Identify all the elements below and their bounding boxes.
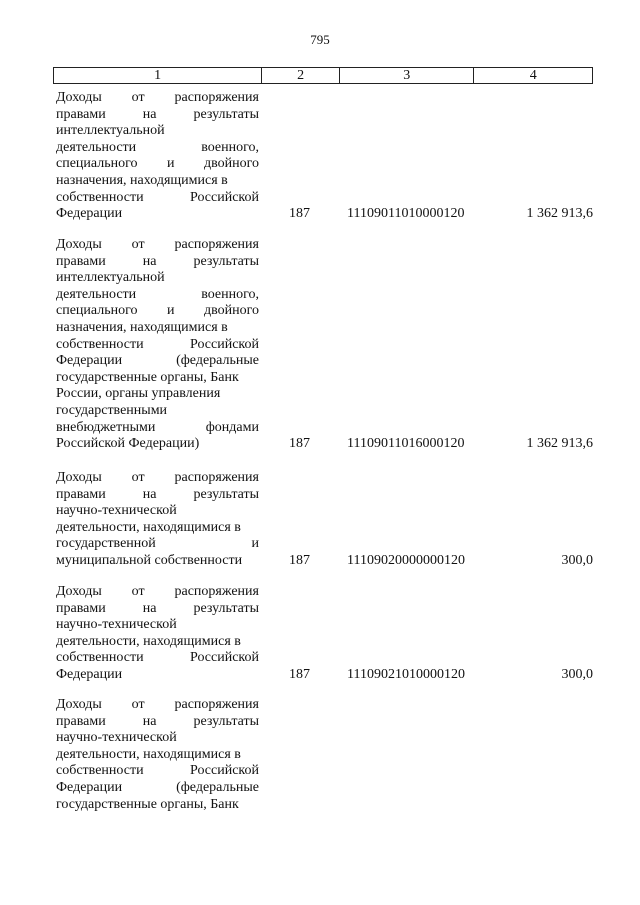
description-word: государственными (56, 402, 168, 418)
description-word: распоряжения (174, 237, 259, 252)
row-amount: 1 362 913,6 (526, 206, 593, 222)
description-line (56, 470, 259, 487)
description-word: правами (56, 253, 106, 269)
row-admin-code: 187 (289, 436, 310, 452)
description-word: Федерации (56, 779, 123, 795)
description-word: и (166, 156, 175, 172)
table-row (56, 584, 593, 684)
description-word: России, органы управления (56, 386, 221, 402)
row-amount: 300,0 (561, 667, 593, 682)
table-row (56, 470, 593, 570)
description-word: деятельности (56, 139, 137, 155)
description-word: военного, (201, 286, 259, 302)
description-word: Российской (190, 650, 259, 666)
description-word: интеллектуальной (56, 123, 165, 139)
description-line (56, 173, 259, 190)
row-budget-code: 11109011010000120 (347, 206, 465, 222)
description-line (56, 503, 259, 520)
description-word: двойного (203, 303, 259, 319)
description-word: на (142, 253, 157, 269)
description-word: собственности (56, 763, 144, 779)
description-word: государственные органы, Банк (56, 369, 239, 385)
row-description (56, 90, 259, 223)
description-word: научно-технической (56, 617, 177, 633)
table-row (56, 237, 593, 453)
description-word: от (131, 697, 145, 712)
description-line (56, 536, 259, 553)
description-line (56, 520, 259, 537)
description-word: государственные органы, Банк (56, 796, 239, 812)
description-word: и (251, 536, 259, 552)
description-line (56, 584, 259, 601)
description-line (56, 303, 259, 320)
description-word: распоряжения (174, 697, 259, 712)
description-line (56, 237, 259, 254)
description-line (56, 747, 259, 764)
description-word: военного, (201, 139, 259, 155)
description-line (56, 287, 259, 304)
row-admin-code: 187 (289, 206, 310, 222)
description-word: и (166, 303, 175, 319)
description-word: Доходы (56, 584, 102, 599)
description-word: правами (56, 600, 106, 616)
description-word: интеллектуальной (56, 270, 165, 286)
description-word: результаты (193, 253, 259, 269)
row-budget-code: 11109011016000120 (347, 436, 465, 452)
description-word: собственности (56, 650, 144, 666)
description-word: от (131, 237, 145, 252)
description-line (56, 650, 259, 667)
description-line (56, 436, 259, 453)
description-word: (федеральные (176, 779, 259, 795)
description-word: Федерации (56, 206, 123, 222)
header-col-2: 2 (262, 68, 340, 83)
description-line (56, 320, 259, 337)
description-word: результаты (193, 600, 259, 616)
description-word: государственной (56, 536, 156, 552)
description-line (56, 667, 259, 684)
row-description (56, 697, 259, 813)
description-line (56, 90, 259, 107)
description-word: назначения, находящимися в (56, 319, 228, 335)
description-word: деятельности (56, 286, 137, 302)
description-line (56, 601, 259, 618)
description-line (56, 780, 259, 797)
description-word: правами (56, 713, 106, 729)
description-line (56, 403, 259, 420)
row-description (56, 584, 259, 684)
description-line (56, 714, 259, 731)
row-description (56, 237, 259, 453)
description-word: специального (56, 303, 138, 319)
description-word: муниципальной собственности (56, 552, 243, 568)
description-word: результаты (193, 106, 259, 122)
description-word: распоряжения (174, 90, 259, 105)
description-line (56, 156, 259, 173)
page-number: 795 (310, 32, 330, 47)
description-line (56, 270, 259, 287)
description-word: Доходы (56, 470, 102, 485)
table-header (53, 67, 593, 84)
description-word: Доходы (56, 697, 102, 712)
header-col-4: 4 (529, 68, 537, 83)
description-word: Российской (190, 189, 259, 205)
description-line (56, 386, 259, 403)
description-word: научно-технической (56, 730, 177, 746)
description-word: собственности (56, 189, 144, 205)
description-word: распоряжения (174, 584, 259, 599)
description-word: внебюджетными (56, 419, 156, 435)
description-word: научно-технической (56, 503, 177, 519)
description-word: собственности (56, 336, 144, 352)
description-line (56, 337, 259, 354)
description-word: на (142, 106, 157, 122)
description-word: Федерации (56, 353, 123, 369)
description-word: от (131, 90, 145, 105)
description-word: правами (56, 106, 106, 122)
row-admin-code: 187 (289, 553, 310, 568)
description-word: распоряжения (174, 470, 259, 485)
description-line (56, 353, 259, 370)
description-word: от (131, 584, 145, 599)
description-word: (федеральные (176, 353, 259, 369)
table-row (56, 90, 593, 223)
header-col-3: 3 (340, 68, 475, 83)
description-line (56, 123, 259, 140)
description-word: Российской Федерации) (56, 436, 200, 452)
row-description (56, 470, 259, 570)
description-line (56, 617, 259, 634)
description-word: Российской (190, 336, 259, 352)
description-line (56, 107, 259, 124)
header-col-1: 1 (54, 68, 262, 83)
description-line (56, 763, 259, 780)
description-word: назначения, находящимися в (56, 172, 228, 188)
description-line (56, 634, 259, 651)
description-line (56, 730, 259, 747)
description-word: Доходы (56, 90, 102, 105)
description-line (56, 254, 259, 271)
description-word: деятельности, находящимися в (56, 633, 241, 649)
table-row (56, 697, 593, 813)
description-word: фондами (205, 419, 259, 435)
description-line (56, 797, 259, 814)
row-amount: 300,0 (561, 553, 593, 568)
row-budget-code: 11109021010000120 (347, 667, 465, 682)
description-word: правами (56, 486, 106, 502)
row-budget-code: 11109020000000120 (347, 553, 465, 568)
description-word: Российской (190, 763, 259, 779)
description-word: специального (56, 156, 138, 172)
description-line (56, 206, 259, 223)
description-line (56, 420, 259, 437)
description-word: на (142, 600, 157, 616)
row-admin-code: 187 (289, 667, 310, 682)
description-word: от (131, 470, 145, 485)
description-line (56, 190, 259, 207)
description-word: на (142, 713, 157, 729)
row-amount: 1 362 913,6 (526, 436, 593, 452)
description-word: на (142, 486, 157, 502)
description-line (56, 140, 259, 157)
description-word: двойного (203, 156, 259, 172)
description-line (56, 487, 259, 504)
description-word: результаты (193, 486, 259, 502)
description-word: результаты (193, 713, 259, 729)
description-line (56, 370, 259, 387)
description-word: Доходы (56, 237, 102, 252)
description-word: Федерации (56, 666, 123, 682)
description-word: деятельности, находящимися в (56, 746, 241, 762)
description-word: деятельности, находящимися в (56, 519, 241, 535)
description-line (56, 697, 259, 714)
description-line (56, 553, 259, 570)
